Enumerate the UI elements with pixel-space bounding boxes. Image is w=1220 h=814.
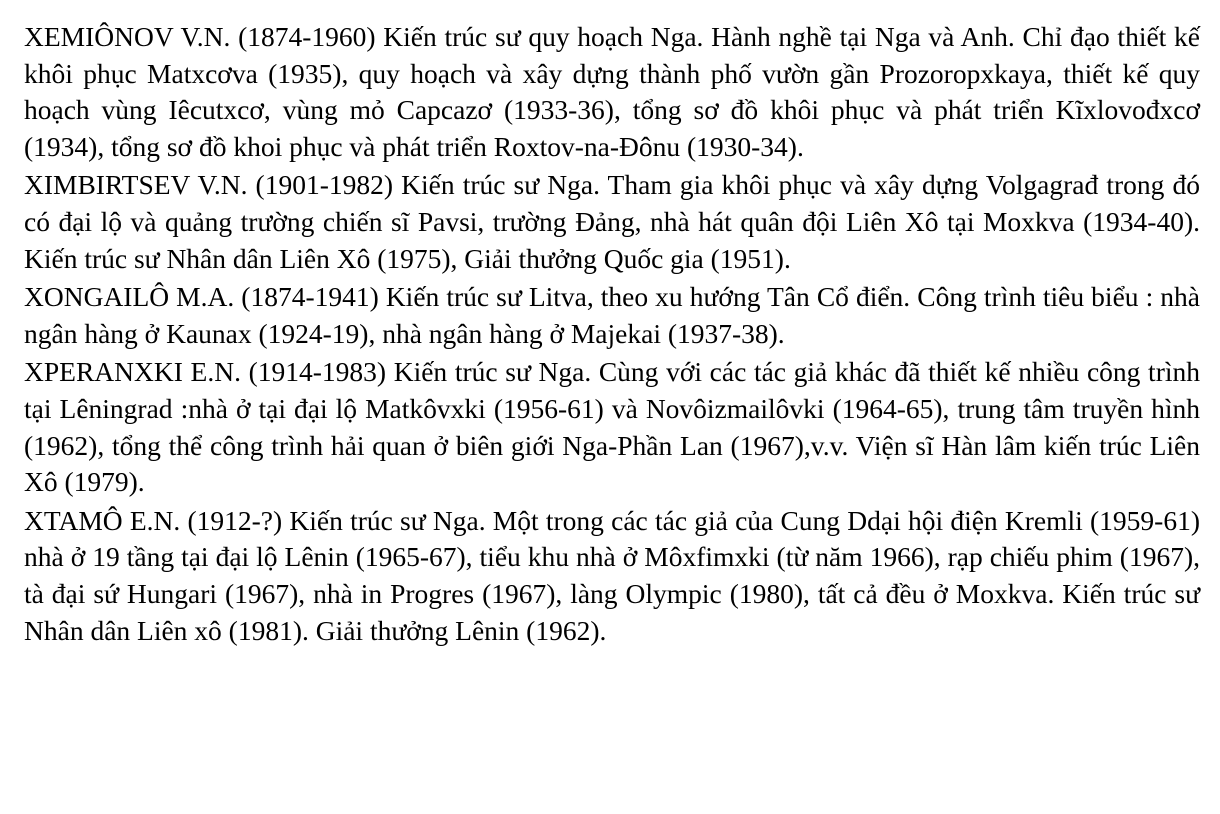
entry-ximbirtsev: XIMBIRTSEV V.N. (1901-1982) Kiến trúc sư Nga. Tham gia khôi phục và xây dựng Volgagrađ trong đó có đại lộ và quảng trường chiến sĩ Pavsi, trường Đảng, nhà hát quân đội Liên Xô tại Moxkva (1934-40). Kiến trúc sư Nhân dân Liên Xô (1975), Giải thưởng Quốc gia (1951). (24, 169, 1200, 274)
document-body (24, 19, 1200, 651)
entry-xemionov: XEMIÔNOV V.N. (1874-1960) Kiến trúc sư quy hoạch Nga. Hành nghề tại Nga và Anh. Chỉ đạo thiết kế khôi phục Matxcơva (1935), quy hoạch và xây dựng thành phố vườn gần Prozoropxkaya, thiết kế quy hoạch vùng Iêcutxcơ, vùng mỏ Capcazơ (1933-36), tổng sơ đồ khôi phục và phát triển Kĩxlovođxcơ (1934), tổng sơ đồ khoi phục và phát triển Roxtov-na-Đônu (1930-34). (24, 21, 1200, 162)
entry-xtamo: XTAMÔ E.N. (1912-?) Kiến trúc sư Nga. Một trong các tác giả của Cung Ddại hội điện Kremli (1959-61) nhà ở 19 tầng tại đại lộ Lênin (1965-67), tiểu khu nhà ở Môxfimxki (từ năm 1966), rạp chiếu phim (1967), tà đại sứ Hungari (1967), nhà in Progres (1967), làng Olympic (1980), tất cả đều ở Moxkva. Kiến trúc sư Nhân dân Liên xô (1981). Giải thưởng Lênin (1962). (24, 504, 1200, 646)
entry-xperanxki: XPERANXKI E.N. (1914-1983) Kiến trúc sư Nga. Cùng với các tác giả khác đã thiết kế nhiều công trình tại Lêningrad :nhà ở tại đại lộ Matkôvxki (1956-61) và Novôizmailôvki (1964-65), trung tâm truyền hình (1962), tổng thể công trình hải quan ở biên giới Nga-Phần Lan (1967),v.v. Viện sĩ Hàn lâm kiến trúc Liên Xô (1979). (24, 356, 1200, 498)
entry-xongailo: XONGAILÔ M.A. (1874-1941) Kiến trúc sư Litva, theo xu hướng Tân Cổ điển. Công trình tiêu biểu : nhà ngân hàng ở Kaunax (1924-19), nhà ngân hàng ở Majekai (1937-38). (24, 281, 1200, 349)
